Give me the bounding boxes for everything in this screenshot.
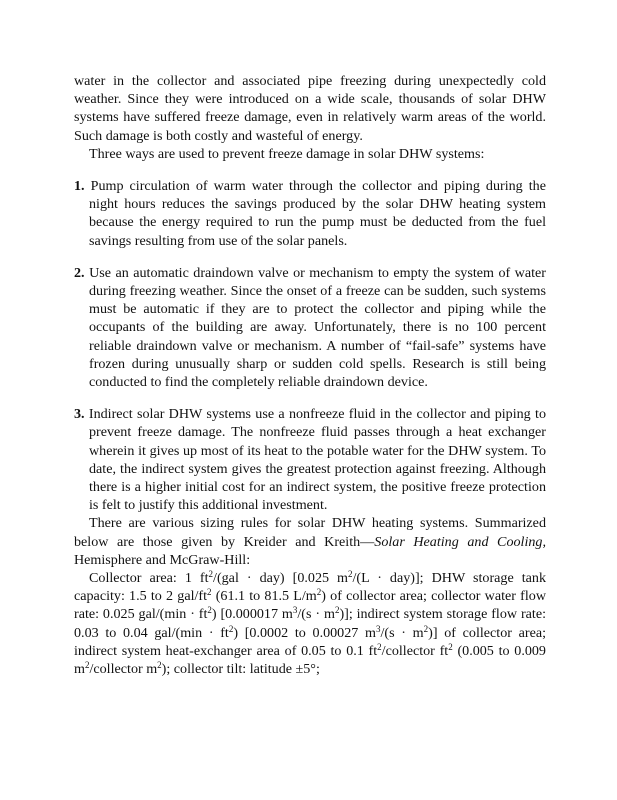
superscript: 2 [157, 660, 162, 671]
spec-text: Collector area: 1 ft [89, 570, 209, 587]
spec-text: ); collector tilt: latitude ±5°; [161, 661, 320, 678]
spec-text: /collector ft [381, 642, 449, 659]
body-text [74, 72, 546, 678]
superscript: 3 [292, 605, 298, 616]
rules-text: There are various sizing rules for solar DHW heating systems. Summarized below are those given by Kreider and Kreith— [74, 515, 546, 550]
superscript: 2 [423, 623, 429, 634]
spec-text: /(s · m [380, 624, 424, 641]
list-text: Pump circulation of warm water through the collector and piping during the night hours reduces the savings produced by the solar DHW heating system because the energy required to run the pump must be deducted from the fuel savings resulting from use of the solar panels. [89, 178, 546, 249]
superscript: 3 [375, 623, 381, 634]
intro-paragraph: water in the collector and associated pipe freezing during unexpectedly cold weather. Since they were introduced on a wide scale, thousands of solar DHW systems have suffered freeze damage, even in relatively warm areas of the world. Such damage is both costly and wasteful of energy. [74, 73, 546, 144]
ways-paragraph: Three ways are used to prevent freeze damage in solar DHW systems: [89, 145, 485, 162]
spec-text: (0.005 to 0.009 m [74, 642, 546, 678]
rules-tail: Hemisphere and McGraw-Hill: [74, 551, 251, 568]
superscript: 2 [334, 605, 340, 616]
sizing-rules-paragraph [74, 514, 546, 569]
superscript: 2 [208, 569, 214, 580]
spec-text: ) [0.000017 m [211, 606, 293, 623]
list-item-1 [74, 177, 546, 250]
collector-specs-paragraph [74, 569, 546, 678]
spec-text: /(gal · day) [0.025 m [213, 570, 349, 587]
spec-text: )]; indirect system storage flow rate: 0.03 to 0.04 gal/(min · ft [74, 606, 546, 641]
list-item-2 [74, 264, 546, 391]
superscript: 2 [207, 605, 212, 616]
spec-text: ) [0.0002 to 0.00027 m [233, 624, 376, 641]
list-number: 3. [74, 406, 85, 423]
superscript: 2 [207, 587, 212, 598]
book-title: Solar Heating and Cooling, [374, 533, 546, 550]
spec-text: /collector m [89, 661, 158, 678]
superscript: 2 [84, 660, 90, 671]
spec-text: ) of collector area; collector water flow rate: 0.025 gal/(min · ft [74, 588, 546, 623]
spec-text: )] of collector area; indirect system heat-exchanger area of 0.05 to 0.1 ft [74, 624, 547, 659]
list-number: 2. [74, 264, 85, 281]
superscript: 2 [316, 587, 322, 598]
list-text: Indirect solar DHW systems use a nonfreeze fluid in the collector and piping to prevent freeze damage. The nonfreeze fluid passes through a heat exchanger wherein it gives up most of its heat to the potable water for the DHW system. To date, the indirect system gives the greatest protection against freezing. Although there is a higher initial cost for an indirect system, the positive freeze protection is felt to justify this additional investment. [88, 406, 546, 514]
spec-text: (61.1 to 81.5 L/m [211, 588, 317, 605]
list-item-3 [74, 405, 546, 514]
superscript: 2 [377, 641, 382, 652]
superscript: 2 [348, 569, 353, 580]
superscript: 2 [448, 641, 453, 652]
spec-text: /(s · m [297, 606, 335, 623]
list-text: Use an automatic draindown valve or mechanism to empty the system of water during freezing weather. Since the onset of a freeze can be sudden, such systems must be automatic if they are to protect the collector and piping while the occupants of the building are away. Unfortunately, there is no 100 percent reliable draindown valve or mechanism. A number of “fail-safe” systems have frozen during unusually sharp or sudden cold spells. Research is still being conducted to find the completely reliable draindown device. [89, 264, 546, 391]
spec-text: /(L · day)]; DHW storage tank capacity: 1.5 to 2 gal/ft [74, 570, 546, 605]
list-number: 1. [74, 178, 85, 195]
superscript: 2 [228, 623, 234, 634]
